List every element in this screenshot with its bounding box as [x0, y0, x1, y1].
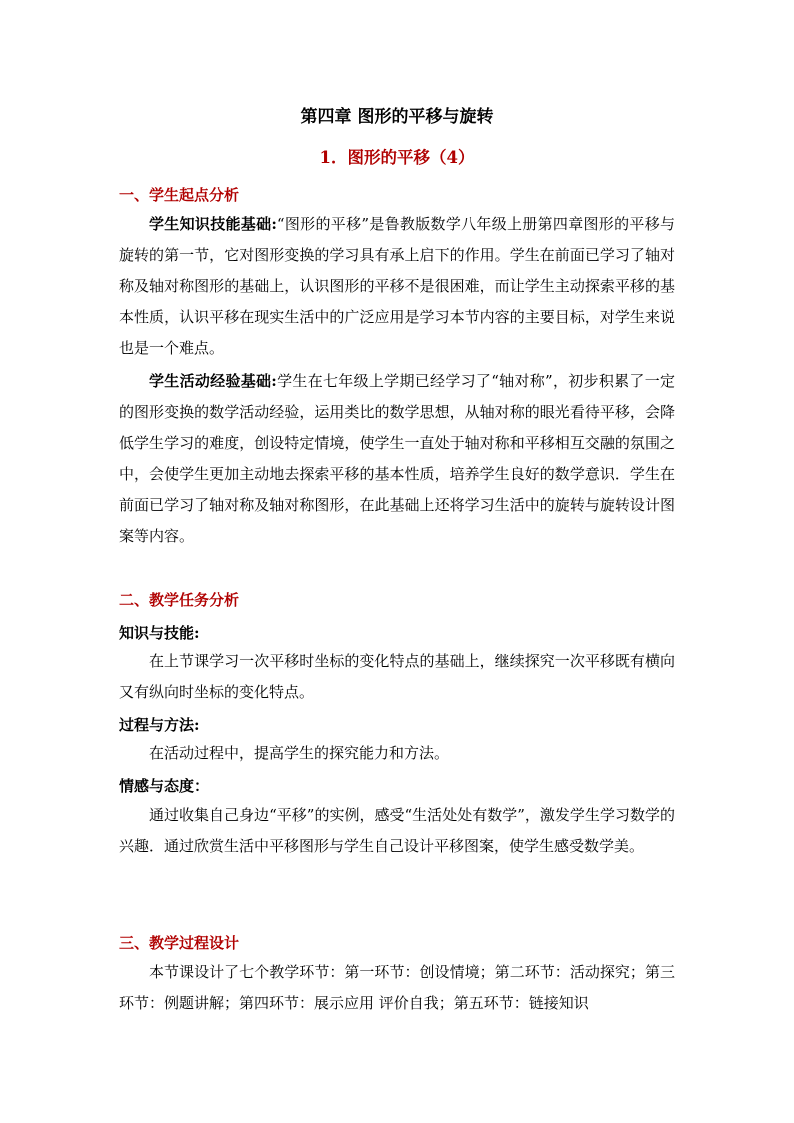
lesson-title: 1．图形的平移（4） — [319, 148, 475, 167]
paragraph-body: 学生在七年级上学期已经学习了“轴对称”，初步积累了一定的图形变换的数学活动经验，运用类比的数学思想，从轴对称的眼光看待平移，会降低学生学习的难度，创设特定情境，使学生一直处于轴对称和平移相互交融的氛围之中，会使学生更加主动地去探索平移的基本性质，培养学生良好的数学意识．学生在前面已学习了轴对称及轴对称图形，在此基础上还将学习生活中的旋转与旋转设计图案等内容。 — [119, 372, 675, 545]
paragraph-body: “图形的平移”是鲁教版数学八年级上册第四章图形的平移与旋转的第一节，它对图形变换的学习具有承上启下的作用。学生在前面已学习了轴对称及轴对称图形的基础上，认识图形的平移不是很困难，而让学生主动探索平移的基本性质，认识平移在现实生活中的广泛应用是学习本节内容的主要目标，对学生来说也是一个难点。 — [119, 215, 675, 357]
paragraph-lead: 学生活动经验基础: — [149, 372, 277, 390]
section-heading-student-analysis: 一、学生起点分析 — [119, 186, 240, 204]
paragraph-knowledge-skills: 在上节课学习一次平移时坐标的变化特点的基础上，继续探究一次平移既有横向又有纵向时坐标的变化特点。 — [119, 652, 675, 701]
subheading-process-methods: 过程与方法: — [119, 716, 200, 734]
paragraph-process-design: 本节课设计了七个教学环节：第一环节：创设情境；第二环节：活动探究；第三环节：例题讲解；第四环节：展示应用 评价自我；第五环节：链接知识 — [119, 963, 675, 1012]
subheading-emotion-attitude: 情感与态度： — [119, 777, 210, 795]
subheading-knowledge-skills: 知识与技能: — [119, 624, 200, 642]
chapter-title: 第四章 图形的平移与旋转 — [300, 107, 494, 127]
paragraph-emotion-attitude: 通过收集自己身边“平移”的实例，感受“生活处处有数学”，激发学生学习数学的兴趣．通过欣赏生活中平移图形与学生自己设计平移图案，使学生感受数学美。 — [119, 806, 675, 855]
section-heading-task-analysis: 二、教学任务分析 — [119, 591, 240, 609]
paragraph-activity-basis — [119, 366, 675, 552]
paragraph-process-methods: 在活动过程中，提高学生的探究能力和方法。 — [149, 744, 450, 762]
paragraph-lead: 学生知识技能基础: — [149, 215, 277, 233]
paragraph-knowledge-basis — [119, 209, 675, 364]
section-heading-process-design: 三、教学过程设计 — [119, 934, 240, 952]
